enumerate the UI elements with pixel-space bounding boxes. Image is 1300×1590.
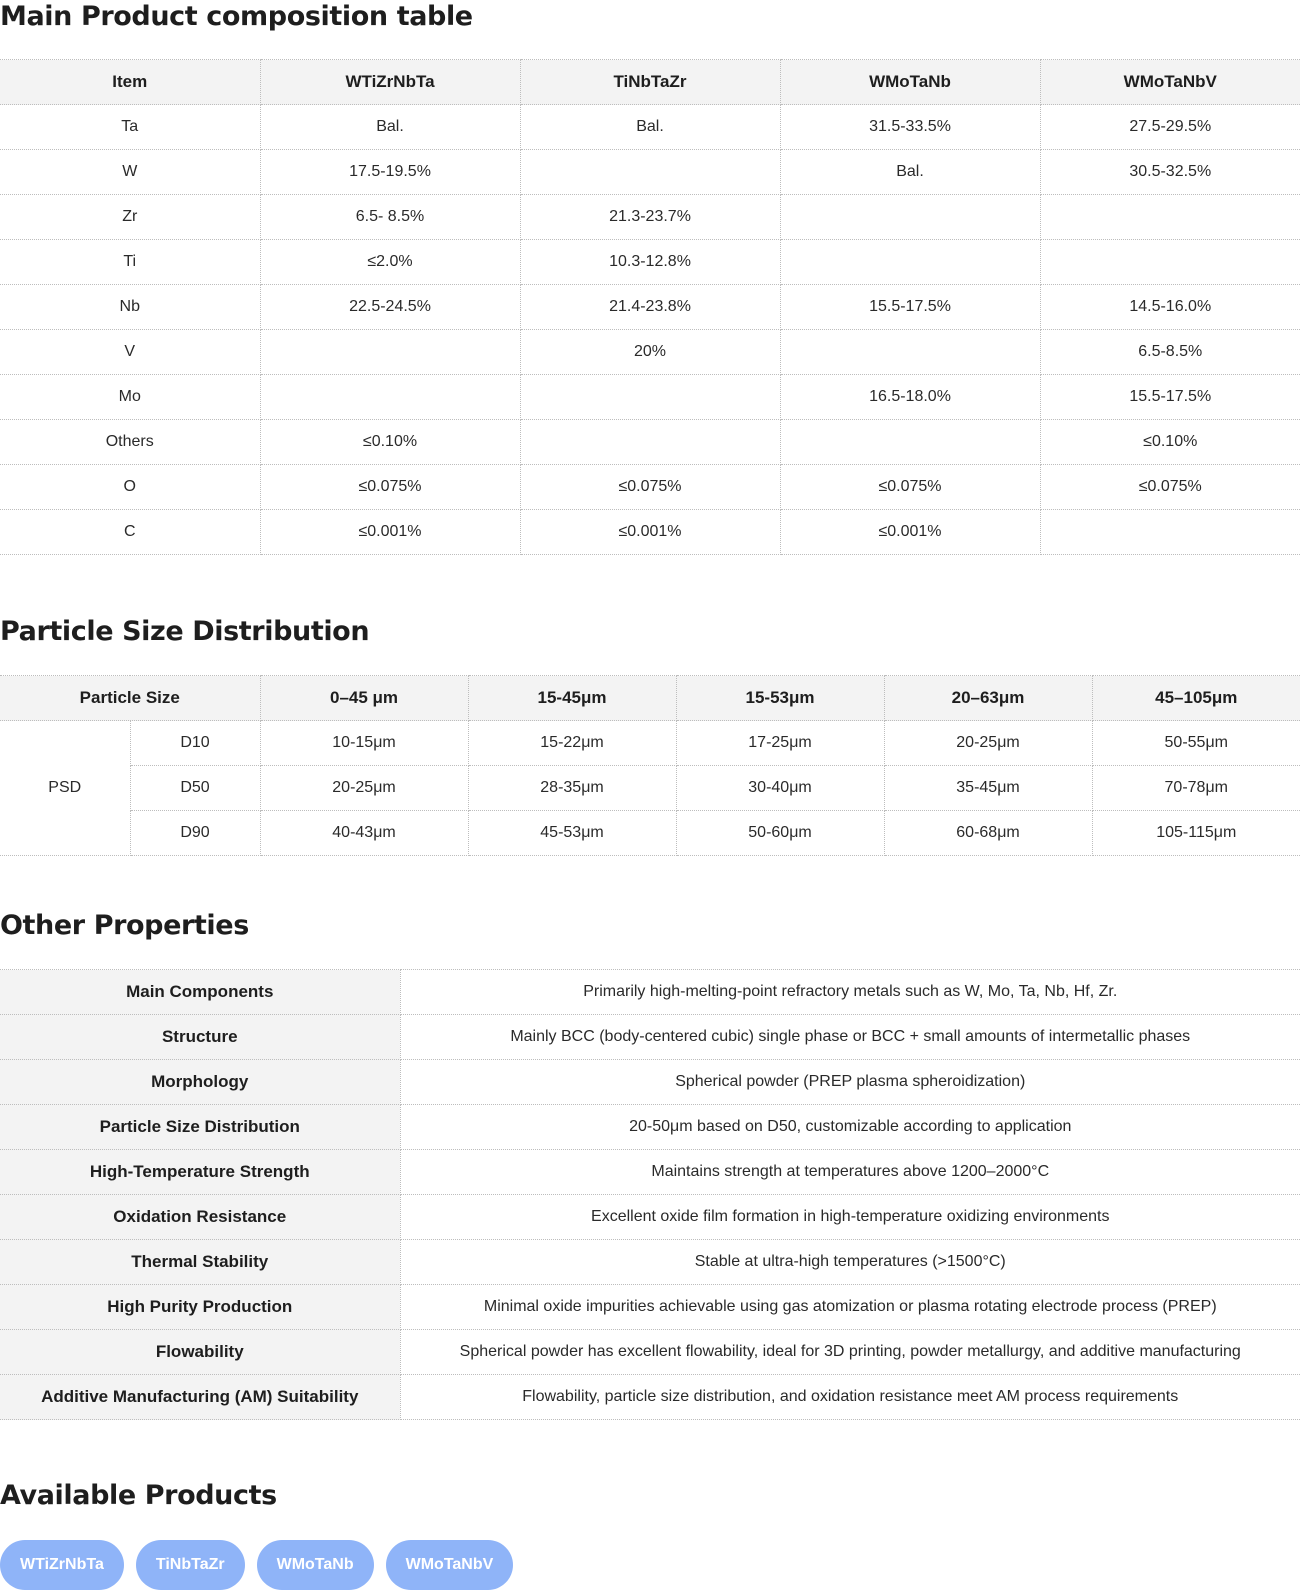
composition-row xyxy=(0,105,1300,150)
composition-cell: 15.5-17.5% xyxy=(1040,375,1300,420)
psd-cell: 35-45μm xyxy=(884,766,1092,811)
composition-cell: 6.5-8.5% xyxy=(1040,330,1300,375)
composition-cell xyxy=(1040,240,1300,285)
composition-cell: ≤0.075% xyxy=(780,465,1040,510)
composition-header-cell: TiNbTaZr xyxy=(520,60,780,105)
composition-row xyxy=(0,195,1300,240)
psd-cell: 105-115μm xyxy=(1092,811,1300,856)
psd-header-cell: 45–105μm xyxy=(1092,676,1300,721)
composition-header-cell: WMoTaNb xyxy=(780,60,1040,105)
property-row xyxy=(0,970,1300,1015)
composition-cell: 10.3-12.8% xyxy=(520,240,780,285)
psd-cell: 70-78μm xyxy=(1092,766,1300,811)
composition-cell: 31.5-33.5% xyxy=(780,105,1040,150)
property-value: Flowability, particle size distribution, and oxidation resistance meet AM process requirements xyxy=(400,1375,1300,1420)
property-value: Excellent oxide film formation in high-temperature oxidizing environments xyxy=(400,1195,1300,1240)
psd-row-d10 xyxy=(0,721,1300,766)
composition-cell: Bal. xyxy=(780,150,1040,195)
psd-row-label: D90 xyxy=(130,811,260,856)
composition-header-cell: WMoTaNbV xyxy=(1040,60,1300,105)
composition-row xyxy=(0,240,1300,285)
property-row xyxy=(0,1375,1300,1420)
product-pill-list xyxy=(0,1540,513,1590)
composition-header-row xyxy=(0,60,1300,105)
property-value: Minimal oxide impurities achievable using gas atomization or plasma rotating electrode process (PREP) xyxy=(400,1285,1300,1330)
composition-header-cell: Item xyxy=(0,60,260,105)
composition-cell: 21.3-23.7% xyxy=(520,195,780,240)
composition-item-label: Nb xyxy=(0,285,260,330)
property-label: Flowability xyxy=(0,1330,400,1375)
product-pill[interactable]: WMoTaNbV xyxy=(386,1540,514,1590)
psd-header-cell: 0–45 μm xyxy=(260,676,468,721)
psd-header-row xyxy=(0,676,1300,721)
property-label: High-Temperature Strength xyxy=(0,1150,400,1195)
composition-cell: 6.5- 8.5% xyxy=(260,195,520,240)
product-pill[interactable]: TiNbTaZr xyxy=(136,1540,245,1590)
composition-cell xyxy=(1040,195,1300,240)
composition-item-label: Mo xyxy=(0,375,260,420)
property-label: Particle Size Distribution xyxy=(0,1105,400,1150)
composition-row xyxy=(0,375,1300,420)
psd-header-cell: 15-45μm xyxy=(468,676,676,721)
composition-cell: ≤2.0% xyxy=(260,240,520,285)
composition-item-label: V xyxy=(0,330,260,375)
property-value: Spherical powder has excellent flowability, ideal for 3D printing, powder metallurgy, and additive manufacturing xyxy=(400,1330,1300,1375)
property-label: Morphology xyxy=(0,1060,400,1105)
property-label: Oxidation Resistance xyxy=(0,1195,400,1240)
psd-cell: 40-43μm xyxy=(260,811,468,856)
psd-cell: 30-40μm xyxy=(676,766,884,811)
composition-row xyxy=(0,285,1300,330)
composition-cell xyxy=(1040,510,1300,555)
psd-row-label: D50 xyxy=(130,766,260,811)
composition-item-label: Others xyxy=(0,420,260,465)
composition-table xyxy=(0,59,1300,555)
composition-cell: 22.5-24.5% xyxy=(260,285,520,330)
property-label: High Purity Production xyxy=(0,1285,400,1330)
composition-row xyxy=(0,330,1300,375)
property-label: Main Components xyxy=(0,970,400,1015)
property-row xyxy=(0,1330,1300,1375)
psd-row-d90 xyxy=(0,811,1300,856)
property-label: Structure xyxy=(0,1015,400,1060)
composition-cell xyxy=(780,330,1040,375)
property-label: Thermal Stability xyxy=(0,1240,400,1285)
composition-cell: 27.5-29.5% xyxy=(1040,105,1300,150)
property-value: Primarily high-melting-point refractory metals such as W, Mo, Ta, Nb, Hf, Zr. xyxy=(400,970,1300,1015)
composition-cell: 30.5-32.5% xyxy=(1040,150,1300,195)
psd-cell: 15-22μm xyxy=(468,721,676,766)
products-title: Available Products xyxy=(0,1480,277,1511)
composition-item-label: C xyxy=(0,510,260,555)
psd-header-cell: 15-53μm xyxy=(676,676,884,721)
product-pill[interactable]: WTiZrNbTa xyxy=(0,1540,124,1590)
composition-row xyxy=(0,150,1300,195)
property-label: Additive Manufacturing (AM) Suitability xyxy=(0,1375,400,1420)
composition-cell: ≤0.10% xyxy=(1040,420,1300,465)
composition-row xyxy=(0,510,1300,555)
composition-cell xyxy=(520,150,780,195)
composition-cell xyxy=(780,420,1040,465)
properties-table xyxy=(0,969,1300,1420)
composition-cell xyxy=(520,420,780,465)
psd-cell: 45-53μm xyxy=(468,811,676,856)
psd-cell: 28-35μm xyxy=(468,766,676,811)
composition-item-label: O xyxy=(0,465,260,510)
composition-cell: 16.5-18.0% xyxy=(780,375,1040,420)
property-row xyxy=(0,1015,1300,1060)
psd-table xyxy=(0,675,1300,856)
property-value: Spherical powder (PREP plasma spheroidization) xyxy=(400,1060,1300,1105)
composition-item-label: Zr xyxy=(0,195,260,240)
property-row xyxy=(0,1060,1300,1105)
psd-cell: 50-55μm xyxy=(1092,721,1300,766)
property-row xyxy=(0,1195,1300,1240)
composition-header-cell: WTiZrNbTa xyxy=(260,60,520,105)
composition-cell: ≤0.075% xyxy=(520,465,780,510)
composition-cell: 17.5-19.5% xyxy=(260,150,520,195)
composition-item-label: W xyxy=(0,150,260,195)
property-value: Maintains strength at temperatures above 1200–2000°C xyxy=(400,1150,1300,1195)
composition-cell: ≤0.10% xyxy=(260,420,520,465)
composition-cell: 15.5-17.5% xyxy=(780,285,1040,330)
property-row xyxy=(0,1240,1300,1285)
composition-row xyxy=(0,465,1300,510)
composition-cell: ≤0.075% xyxy=(1040,465,1300,510)
psd-cell: 10-15μm xyxy=(260,721,468,766)
psd-group-label: PSD xyxy=(0,721,130,856)
psd-cell: 50-60μm xyxy=(676,811,884,856)
composition-cell: 21.4-23.8% xyxy=(520,285,780,330)
psd-title: Particle Size Distribution xyxy=(0,616,370,647)
psd-cell: 17-25μm xyxy=(676,721,884,766)
psd-row-d50 xyxy=(0,766,1300,811)
property-row xyxy=(0,1150,1300,1195)
property-row xyxy=(0,1285,1300,1330)
psd-cell: 20-25μm xyxy=(884,721,1092,766)
psd-cell: 20-25μm xyxy=(260,766,468,811)
property-value: Mainly BCC (body-centered cubic) single phase or BCC + small amounts of intermetallic phases xyxy=(400,1015,1300,1060)
composition-item-label: Ta xyxy=(0,105,260,150)
composition-cell: ≤0.075% xyxy=(260,465,520,510)
composition-cell: 20% xyxy=(520,330,780,375)
composition-cell xyxy=(780,195,1040,240)
psd-row-label: D10 xyxy=(130,721,260,766)
property-row xyxy=(0,1105,1300,1150)
psd-header-cell: 20–63μm xyxy=(884,676,1092,721)
composition-title: Main Product composition table xyxy=(0,1,473,32)
composition-cell: ≤0.001% xyxy=(520,510,780,555)
composition-cell: Bal. xyxy=(260,105,520,150)
composition-cell xyxy=(520,375,780,420)
composition-cell xyxy=(260,330,520,375)
composition-cell: 14.5-16.0% xyxy=(1040,285,1300,330)
composition-cell xyxy=(260,375,520,420)
composition-cell: ≤0.001% xyxy=(260,510,520,555)
composition-row xyxy=(0,420,1300,465)
composition-cell: ≤0.001% xyxy=(780,510,1040,555)
properties-title: Other Properties xyxy=(0,910,249,941)
psd-cell: 60-68μm xyxy=(884,811,1092,856)
composition-cell: Bal. xyxy=(520,105,780,150)
composition-item-label: Ti xyxy=(0,240,260,285)
composition-cell xyxy=(780,240,1040,285)
property-value: Stable at ultra-high temperatures (>1500°C) xyxy=(400,1240,1300,1285)
product-pill[interactable]: WMoTaNb xyxy=(257,1540,374,1590)
property-value: 20-50μm based on D50, customizable according to application xyxy=(400,1105,1300,1150)
psd-header-label: Particle Size xyxy=(0,676,260,721)
